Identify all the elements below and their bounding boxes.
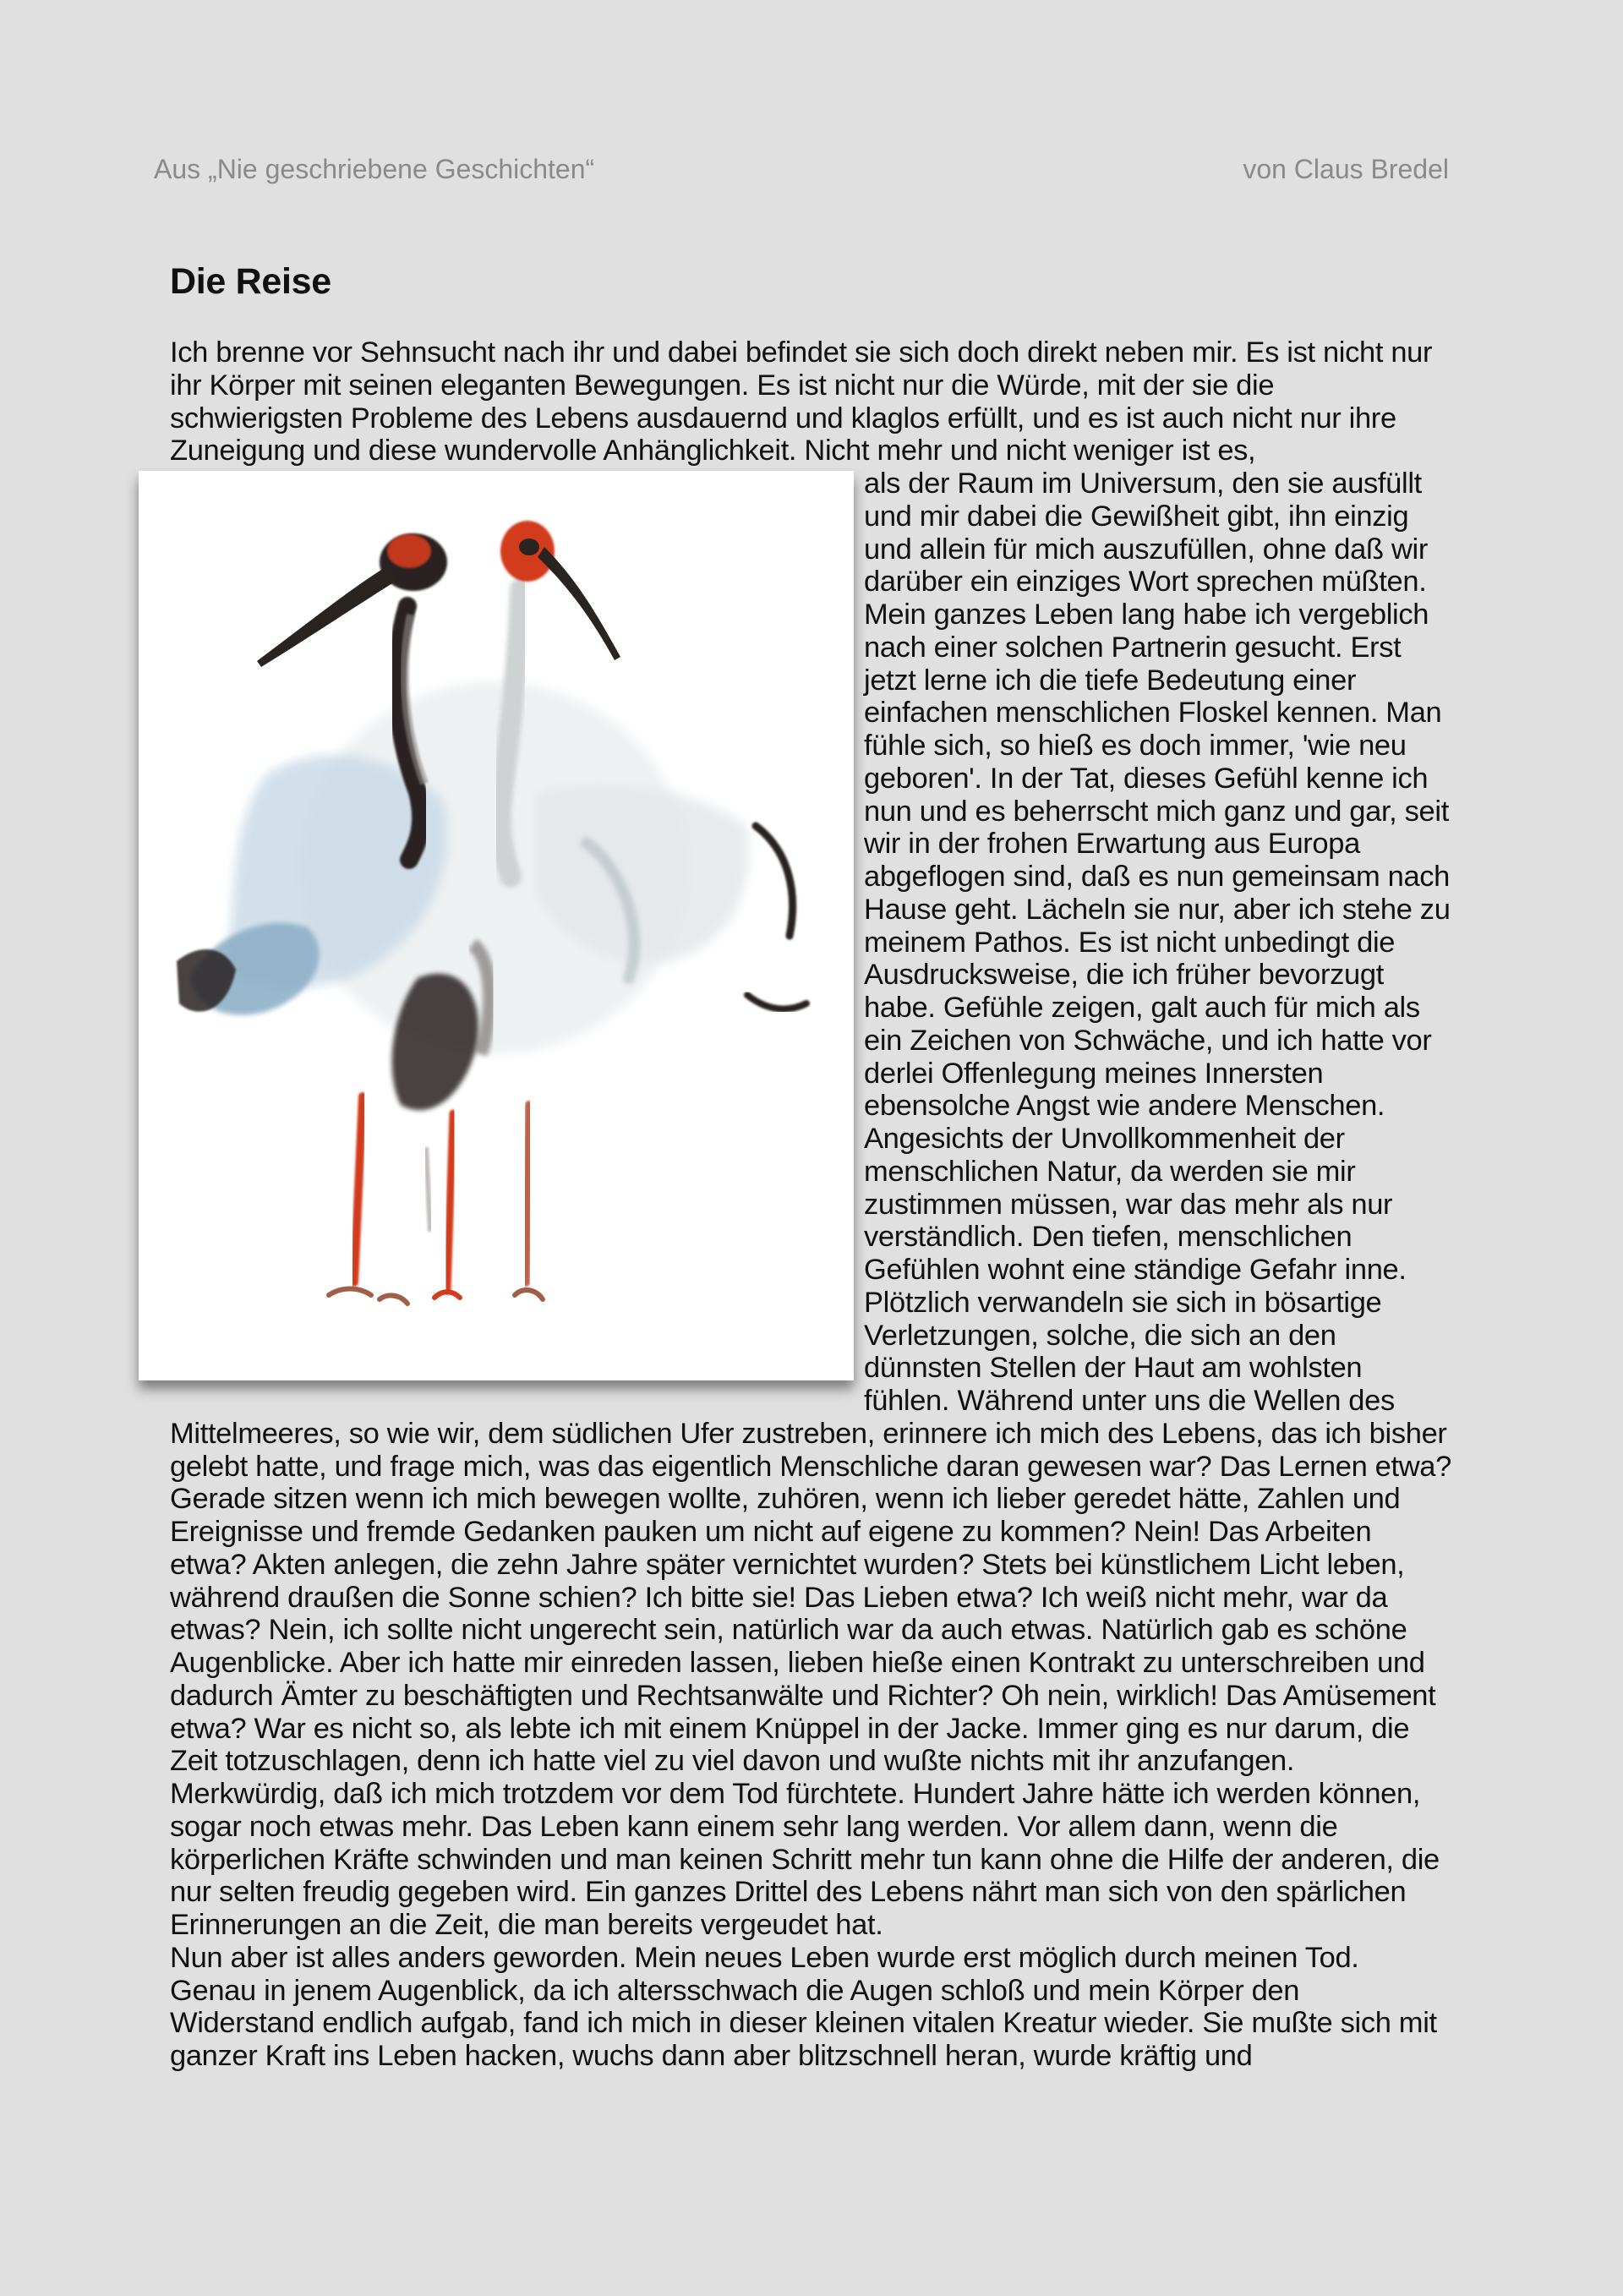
right-wing-stroke-1: [756, 826, 793, 936]
left-crane-crown: [387, 534, 431, 568]
left-crane-beak: [257, 566, 396, 667]
right-wing-stroke-2: [747, 995, 806, 1009]
story-title: Die Reise: [170, 261, 331, 302]
cranes-watercolor: [139, 471, 854, 1380]
right-crane-beak: [538, 547, 620, 660]
leg-shading: [426, 1147, 430, 1232]
foot-3: [434, 1292, 460, 1298]
crane-illustration: [139, 471, 854, 1380]
running-header: [154, 154, 1449, 193]
paragraph-text: [170, 336, 1451, 1941]
foot-1: [329, 1289, 371, 1296]
leg-1: [354, 1096, 363, 1282]
right-crane-eye: [519, 538, 539, 555]
foot-4: [515, 1290, 543, 1299]
story-body: [170, 336, 1451, 2073]
story-paragraph-1: [170, 336, 1451, 1942]
book-title-header: Aus „Nie geschriebene Geschichten“: [154, 154, 595, 184]
leg-3: [447, 1113, 453, 1291]
paragraph-text-rest: als der Raum im Universum, den sie ausfüllt und mir dabei die Gewißheit gibt, ihn einzig und allein für mich auszufüllen, ohne daß wir darüber ein einziges Wort sprechen müßten. Mein ganzes Leben lang habe ich vergeblich nach einer solchen Partnerin gesucht. Erst jetzt lerne ich die tiefe Bedeutung einer einfachen menschlichen Floskel kennen. Man fühle sich, so hieß es doch immer, 'wie neu geboren'. In der Tat, dieses Gefühl kenne ich nun und es beherrscht mich ganz und gar, seit wir in der frohen Erwartung aus Europa abgeflogen sind, daß es nun gemeinsam nach Hause geht. Lächeln sie nur, aber ich stehe zu meinem Pathos. Es ist nicht unbedingt die Ausdrucksweise, die ich früher bevorzugt habe. Gefühle zeigen, galt auch für mich als ein Zeichen von Schwäche, und ich hatte vor derlei Offenlegung meines Innersten ebensolche Angst wie andere Menschen. Angesichts der Unvollkommenheit der menschlichen Natur, da werden sie mir zustimmen müssen, war das mehr als nur verständlich. Den tiefen, menschlichen Gefühlen wohnt eine ständige Gefahr inne. Plötzlich verwandeln sie sich in bösartige Verletzungen, solche, die sich an den dünnsten Stellen der Haut am wohlsten fühlen. Während unter uns die Wellen des Mittelmeeres, so wie wir, dem südlichen Ufer zustreben, erinnere ich mich des Lebens, das ich bisher gelebt hatte, und frage mich, was das eigentlich Menschliche daran gewesen war? Das Lernen etwa? Gerade sitzen wenn ich mich bewegen wollte, zuhören, wenn ich lieber geredet hätte, Zahlen und Ereignisse und fremde Gedanken pauken um nicht auf eigene zu kommen? Nein! Das Arbeiten etwa? Akten anlegen, die zehn Jahre später vernichtet wurden? Stets bei künstlichem Licht leben, während draußen die Sonne schien? Ich bitte sie! Das Lieben etwa? Ich weiß nicht mehr, war da etwas? Nein, ich sollte nicht ungerecht sein, natürlich war da auch etwas. Natürlich gab es schöne Augenblicke. Aber ich hatte mir einreden lassen, lieben hieße einen Kontrakt zu unterschreiben und dadurch Ämter zu beschäftigten und Rechtsanwälte und Richter? Oh nein, wirklich! Das Amüsement etwa? War es nicht so, als lebte ich mit einem Knüppel in der Jacke. Immer ging es nur darum, die Zeit totzuschlagen, denn ich hatte viel zu viel davon und wußte nichts mit ihr anzufangen. Merkwürdig, daß ich mich trotzdem vor dem Tod fürchtete. Hundert Jahre hätte ich werden können, sogar noch etwas mehr. Das Leben kann einem sehr lang werden. Vor allem dann, wenn die körperlichen Kräfte schwinden und man keinen Schritt mehr tun kann ohne die Hilfe der anderen, die nur selten freudig gegeben wird. Ein ganzes Drittel des Lebens nährt man sich von den spärlichen Erinnerungen an die Zeit, die man bereits vergeudet hat.: [170, 467, 1451, 1941]
story: [170, 254, 1451, 2073]
author-header: von Claus Bredel: [1243, 154, 1449, 184]
story-paragraph-2: Nun aber ist alles anders geworden. Mein neues Leben wurde erst möglich durch meinen Tod. Genau in jenem Augenblick, da ich altersschwach die Augen schloß und mein Körper den Widerstand endlich aufgab, fand ich mich in dieser kleinen vitalen Kreatur wieder. Sie mußte sich mit ganzer Kraft ins Leben hacken, wuchs dann aber blitzschnell heran, wurde kräftig und: [170, 1941, 1437, 2072]
paragraph-text-lead: Ich brenne vor Sehnsucht nach ihr und dabei befindet sie sich doch direkt neben mir. Es ist nicht nur ihr Körper mit seinen eleganten Bewegungen. Es ist nicht nur die Würde, mit der sie die schwierigsten Probleme des Lebens ausdauernd und klaglos erfüllt, und es ist auch nicht nur ihre Zuneigung und diese wundervolle Anhänglichkeit. Nicht mehr und nicht weniger ist es,: [170, 336, 1433, 467]
leg-4: [526, 1105, 529, 1282]
foot-2: [380, 1295, 407, 1304]
